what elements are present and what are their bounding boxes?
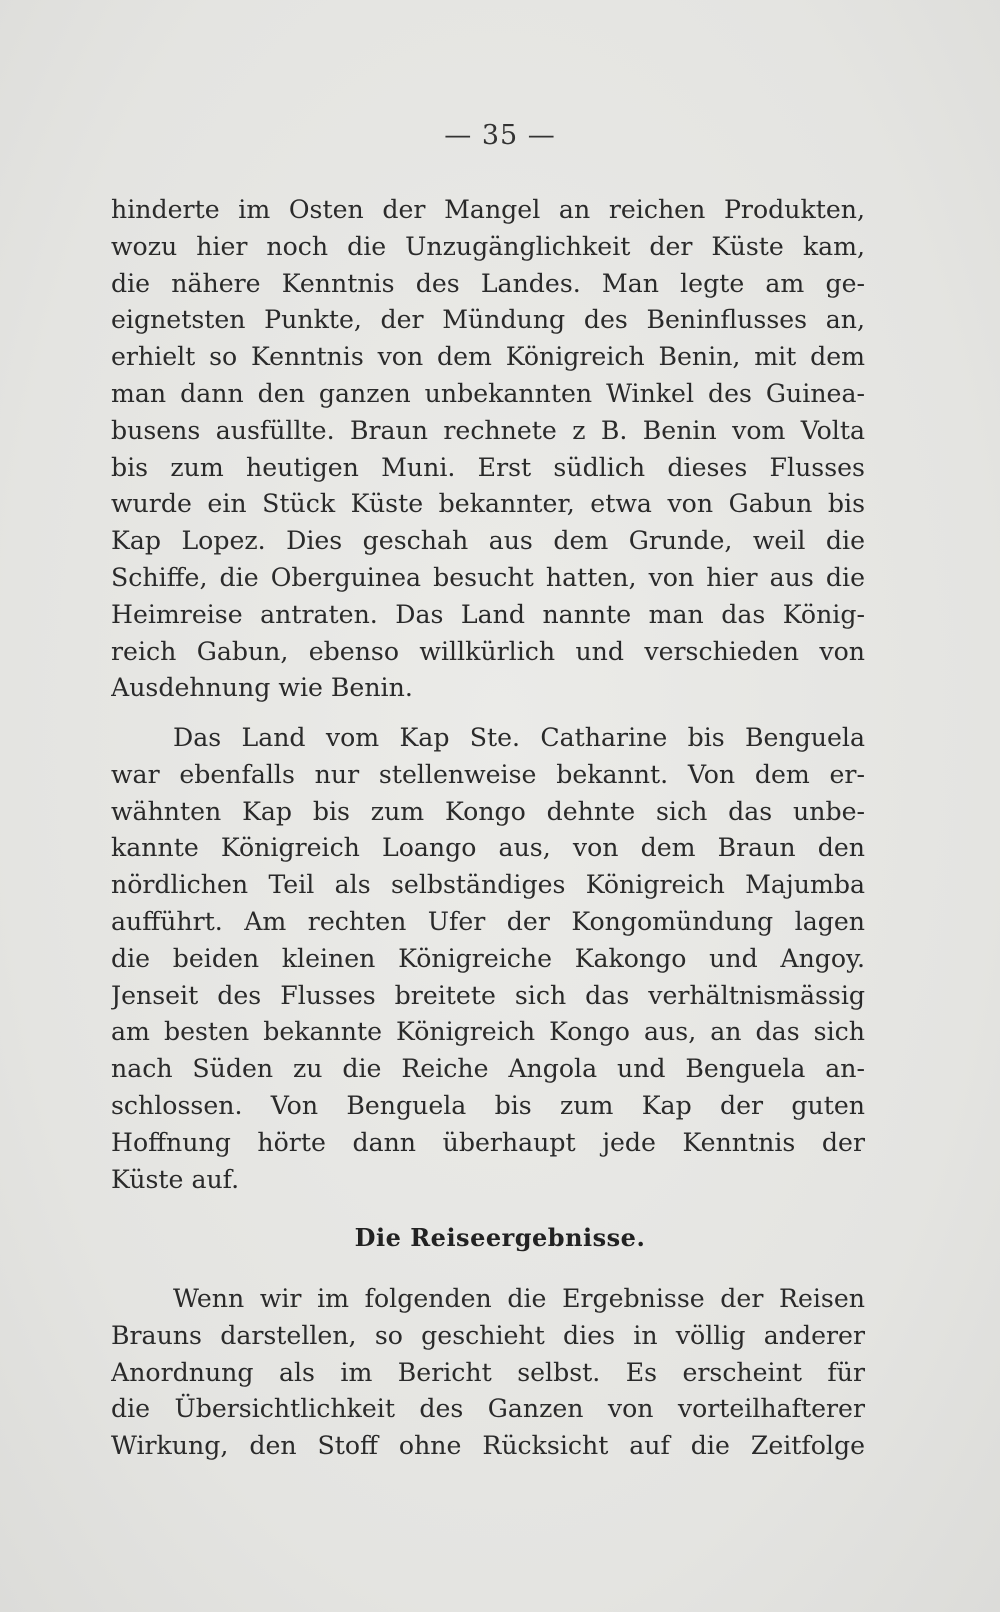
page-number: — 35 — (444, 120, 556, 151)
text-line: Wirkung, den Stoff ohne Rücksicht auf die Zeitfolge (111, 1431, 865, 1461)
text-line: Das Land vom Kap Ste. Catharine bis Benguela (173, 723, 865, 752)
text-line: wozu hier noch die Unzugänglichkeit der Küste kam, (111, 231, 865, 261)
text-line: eignetsten Punkte, der Mündung des Beninflusses an, (111, 305, 865, 335)
paragraph-3 (111, 1281, 865, 1465)
section-heading: Die Reiseergebnisse. (354, 1223, 646, 1252)
text-line: Hoffnung hörte dann überhaupt jede Kenntnis der (111, 1127, 865, 1157)
text-line: nach Süden zu die Reiche Angola und Benguela an- (111, 1054, 865, 1084)
text-line: die beiden kleinen Königreiche Kakongo und Angoy. (111, 943, 865, 973)
paragraph-2 (111, 720, 865, 1198)
text-line: schlossen. Von Benguela bis zum Kap der guten (111, 1090, 865, 1120)
text-line: die Übersichtlichkeit des Ganzen von vorteilhafterer (111, 1394, 865, 1424)
text-line: Schiffe, die Oberguinea besucht hatten, von hier aus die (111, 562, 865, 592)
text-line: war ebenfalls nur stellenweise bekannt. Von dem er- (111, 759, 865, 789)
text-line: am besten bekannte Königreich Kongo aus, an das sich (111, 1017, 865, 1047)
text-line: wähnten Kap bis zum Kongo dehnte sich das unbe- (111, 796, 865, 826)
text-line: Brauns darstellen, so geschieht dies in völlig anderer (111, 1320, 865, 1350)
text-line: aufführt. Am rechten Ufer der Kongomündung lagen (111, 906, 865, 936)
text-line: Wenn wir im folgenden die Ergebnisse der Reisen (173, 1284, 865, 1313)
text-line: man dann den ganzen unbekannten Winkel des Guinea- (111, 378, 865, 408)
text-line: busens ausfüllte. Braun rechnete z B. Benin vom Volta (111, 415, 865, 445)
text-line: Kap Lopez. Dies geschah aus dem Grunde, weil die (111, 526, 865, 556)
text-line: Heimreise antraten. Das Land nannte man das König- (111, 599, 865, 629)
text-line: nördlichen Teil als selbständiges Königreich Majumba (111, 870, 865, 900)
text-line: hinderte im Osten der Mangel an reichen Produkten, (111, 195, 865, 224)
text-line: bis zum heutigen Muni. Erst südlich dieses Flusses (111, 452, 865, 482)
text-line: reich Gabun, ebenso willkürlich und verschieden von (111, 636, 865, 666)
text-line: Ausdehnung wie Benin. (111, 673, 413, 703)
text-line: kannte Königreich Loango aus, von dem Braun den (111, 833, 865, 863)
text-line: Jenseit des Flusses breitete sich das verhältnismässig (111, 980, 865, 1010)
text-line: Küste auf. (111, 1164, 240, 1194)
text-line: wurde ein Stück Küste bekannter, etwa von Gabun bis (111, 489, 865, 519)
paragraph-1 (111, 192, 865, 707)
text-line: erhielt so Kenntnis von dem Königreich Benin, mit dem (111, 342, 865, 372)
text-line: Anordnung als im Bericht selbst. Es erscheint für (111, 1357, 865, 1387)
text-line: die nähere Kenntnis des Landes. Man legte am ge- (111, 268, 865, 298)
